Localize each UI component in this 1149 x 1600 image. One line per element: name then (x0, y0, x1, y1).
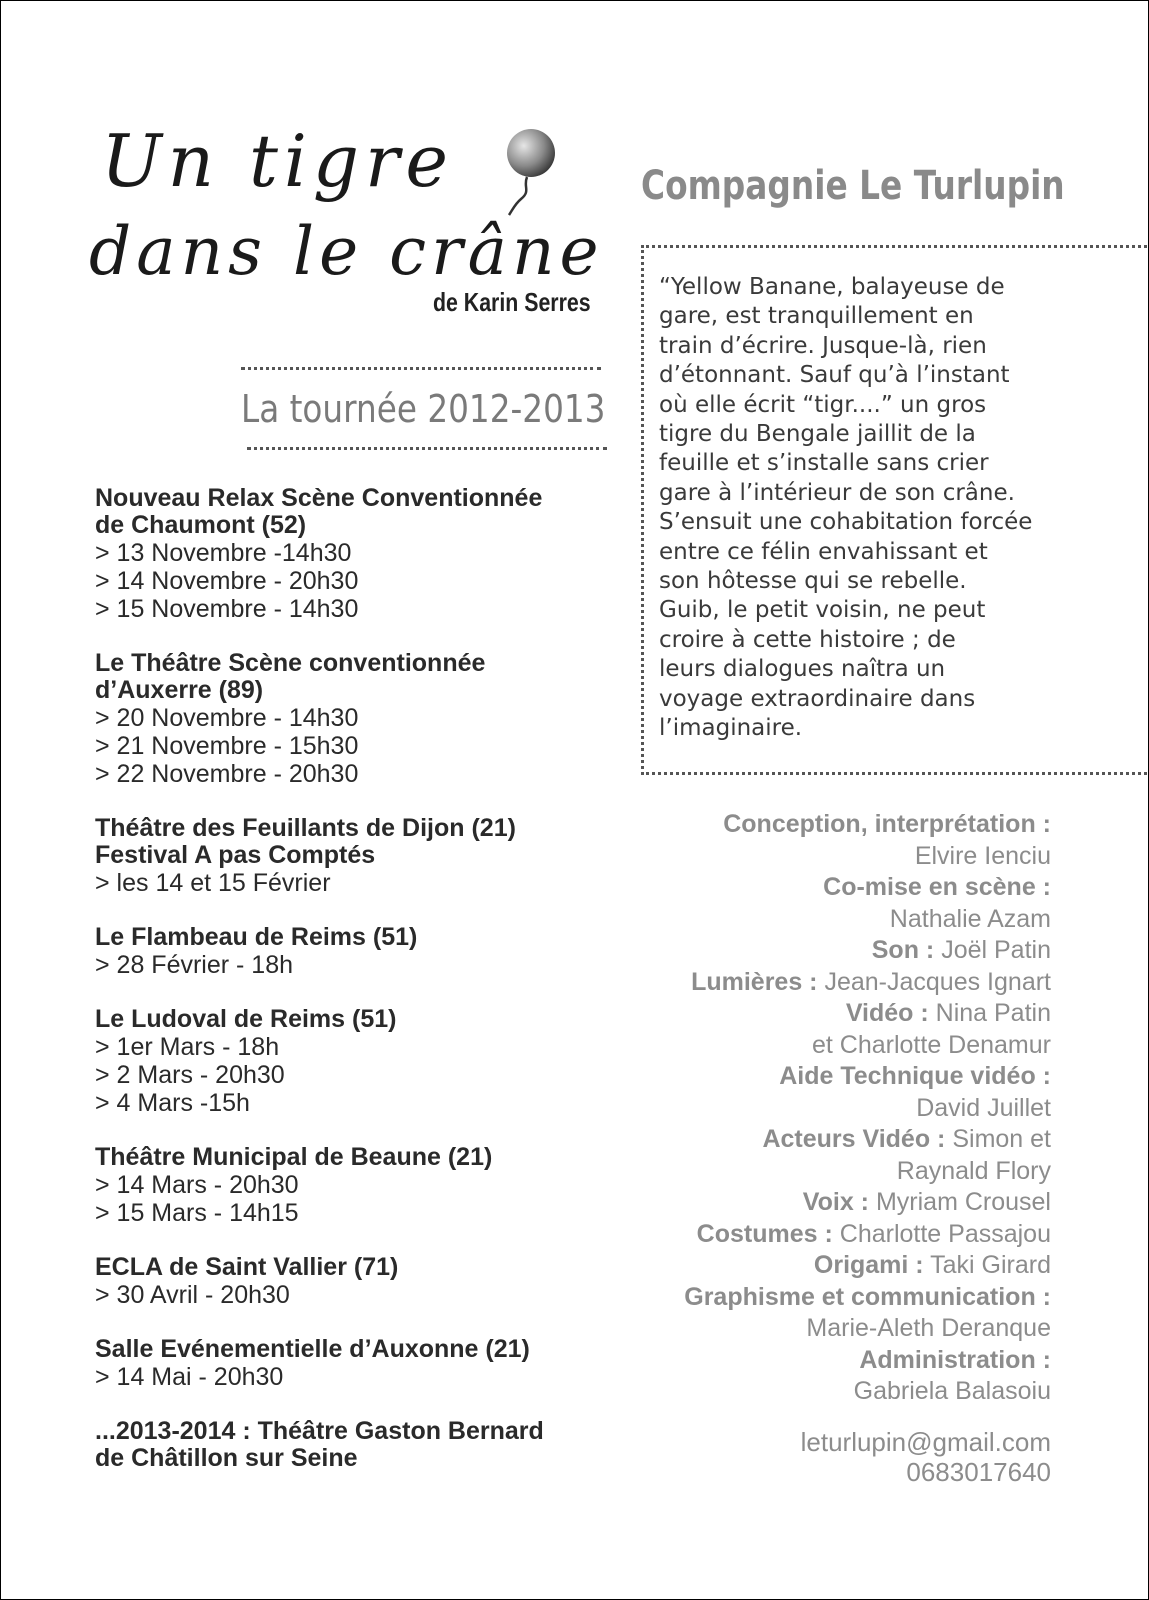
credit-line (591, 998, 1051, 1030)
venue-name: Le Théâtre Scène conventionnée (95, 649, 486, 677)
credit-value: David Juillet (916, 1093, 1051, 1122)
credit-value: Jean-Jacques Ignart (817, 967, 1051, 996)
synopsis-line: feuille et s’installe sans crier (659, 450, 989, 477)
venue-date: > 14 Mai - 20h30 (95, 1363, 284, 1391)
venue-name: Le Flambeau de Reims (51) (95, 923, 418, 951)
venue-date: > 13 Novembre -14h30 (95, 539, 352, 567)
title-line-1: Un tigre (101, 119, 455, 203)
venue-name: ...2013-2014 : Théâtre Gaston Bernard (95, 1417, 544, 1445)
venue-date: > 15 Mars - 14h15 (95, 1199, 299, 1227)
venue-item (95, 1418, 615, 1472)
credit-label: Son : (871, 936, 935, 964)
venue-name: ECLA de Saint Vallier (71) (95, 1253, 399, 1281)
credit-line (591, 1093, 1051, 1125)
credit-label: Administration : (859, 1345, 1051, 1374)
dotted-divider-top (241, 367, 601, 370)
balloon-icon (487, 127, 567, 217)
venue-date: > 1er Mars - 18h (95, 1033, 280, 1061)
credit-label: Voix : (802, 1188, 870, 1216)
credit-label: Origami : (813, 1251, 924, 1279)
synopsis-line: “Yellow Banane, balayeuse de (659, 274, 1005, 300)
credit-value: Nathalie Azam (889, 904, 1051, 933)
venue-date: > 2 Mars - 20h30 (95, 1061, 285, 1089)
synopsis-line: d’étonnant. Sauf qu’à l’instant (659, 362, 1010, 389)
credit-line (591, 809, 1051, 841)
credit-line (591, 872, 1051, 904)
venue-date: > 30 Avril - 20h30 (95, 1281, 290, 1309)
company-name: Compagnie Le Turlupin (641, 163, 1065, 209)
synopsis-line: l’imaginaire. (659, 715, 803, 742)
credit-value: Simon et (945, 1125, 1051, 1153)
venue-name: Le Ludoval de Reims (51) (95, 1005, 397, 1033)
credit-label: Graphisme et communication : (684, 1282, 1051, 1311)
synopsis-line: gare à l’intérieur de son crâne. (659, 479, 1015, 506)
venue-name: Salle Evénementielle d’Auxonne (21) (95, 1335, 530, 1363)
venue-name: Théâtre Municipal de Beaune (21) (95, 1143, 493, 1171)
venue-date: > 14 Novembre - 20h30 (95, 567, 359, 595)
credit-label: Co-mise en scène : (823, 873, 1051, 901)
credit-label: Conception, interprétation : (723, 810, 1051, 838)
credit-line (591, 1061, 1051, 1093)
venue-item (95, 1144, 615, 1227)
contact-block (691, 1427, 1051, 1487)
venue-item (95, 1006, 615, 1117)
venue-date: > 22 Novembre - 20h30 (95, 760, 359, 788)
credit-label: Vidéo : (845, 999, 929, 1027)
venue-date: > 4 Mars -15h (95, 1089, 250, 1117)
venue-name: Nouveau Relax Scène Conventionnée (95, 484, 543, 512)
credit-label: Acteurs Vidéo : (762, 1125, 946, 1153)
credit-line (591, 1124, 1051, 1156)
credit-line (591, 1376, 1051, 1408)
venue-name: Festival A pas Comptés (95, 841, 376, 869)
synopsis-line: gare, est tranquillement en (659, 303, 974, 330)
synopsis-line: entre ce félin envahissant et (659, 538, 988, 565)
synopsis-line: croire à cette histoire ; de (659, 626, 956, 653)
venue-date: > 21 Novembre - 15h30 (95, 732, 359, 760)
venue-item (95, 815, 615, 897)
credit-label: Lumières : (691, 967, 818, 996)
credit-line (591, 1282, 1051, 1314)
credit-value: Charlotte Passajou (832, 1219, 1051, 1248)
credit-label: Costumes : (696, 1219, 833, 1248)
venue-item (95, 1336, 615, 1391)
venue-date: > les 14 et 15 Février (95, 869, 331, 897)
dotted-divider-bottom (247, 447, 607, 450)
credit-value: Elvire Ienciu (914, 841, 1051, 870)
credit-line (591, 1345, 1051, 1377)
venue-name: de Châtillon sur Seine (95, 1444, 358, 1472)
credit-label: Aide Technique vidéo : (779, 1062, 1051, 1090)
synopsis-line: tigre du Bengale jaillit de la (659, 421, 976, 448)
credit-line (591, 1187, 1051, 1219)
venue-item (95, 1254, 615, 1309)
synopsis-line: où elle écrit “tigr....” un gros (659, 391, 987, 418)
credit-value: Nina Patin (928, 999, 1051, 1027)
synopsis-line: Guib, le petit voisin, ne peut (659, 597, 986, 624)
credit-value: Raynald Flory (896, 1156, 1051, 1185)
venue-date: > 28 Février - 18h (95, 951, 294, 979)
credit-value: Taki Girard (923, 1251, 1051, 1279)
credit-value: Myriam Crousel (869, 1188, 1051, 1216)
title-line-2: dans le crâne (89, 213, 604, 290)
contact-email[interactable]: leturlupin@gmail.com (800, 1427, 1051, 1457)
venue-date: > 14 Mars - 20h30 (95, 1171, 299, 1199)
credit-value: Gabriela Balasoiu (853, 1377, 1051, 1405)
credit-line (591, 1219, 1051, 1251)
synopsis-line: train d’écrire. Jusque-là, rien (659, 332, 987, 359)
credit-line (591, 1250, 1051, 1282)
venue-name: de Chaumont (52) (95, 511, 307, 539)
venue-name: Théâtre des Feuillants de Dijon (21) (95, 814, 516, 842)
venue-item (95, 650, 615, 788)
venue-item (95, 485, 615, 623)
venue-item (95, 924, 615, 979)
credit-line (591, 935, 1051, 967)
venue-name: d’Auxerre (89) (95, 676, 264, 704)
venue-date: > 20 Novembre - 14h30 (95, 704, 359, 732)
credit-line (591, 967, 1051, 999)
synopsis-text (659, 273, 1059, 744)
synopsis-line: leurs dialogues naîtra un (659, 656, 946, 683)
credit-line (591, 1030, 1051, 1062)
tour-heading: La tournée 2012-2013 (241, 387, 606, 431)
credit-line (591, 1313, 1051, 1345)
credit-value: Joël Patin (934, 936, 1051, 964)
venue-date: > 15 Novembre - 14h30 (95, 595, 359, 623)
synopsis-line: S’ensuit une cohabitation forcée (659, 509, 1033, 536)
credits-list (591, 809, 1051, 1408)
author: de Karin Serres (433, 287, 591, 317)
synopsis-line: voyage extraordinaire dans (659, 685, 976, 712)
contact-phone[interactable]: 0683017640 (906, 1457, 1051, 1487)
venue-list (95, 485, 615, 1499)
credit-value: et Charlotte Denamur (811, 1030, 1051, 1059)
synopsis-line: son hôtesse qui se rebelle. (659, 568, 967, 595)
credit-line (591, 1156, 1051, 1188)
credit-line (591, 841, 1051, 873)
credit-line (591, 904, 1051, 936)
credit-value: Marie-Aleth Deranque (806, 1314, 1051, 1342)
